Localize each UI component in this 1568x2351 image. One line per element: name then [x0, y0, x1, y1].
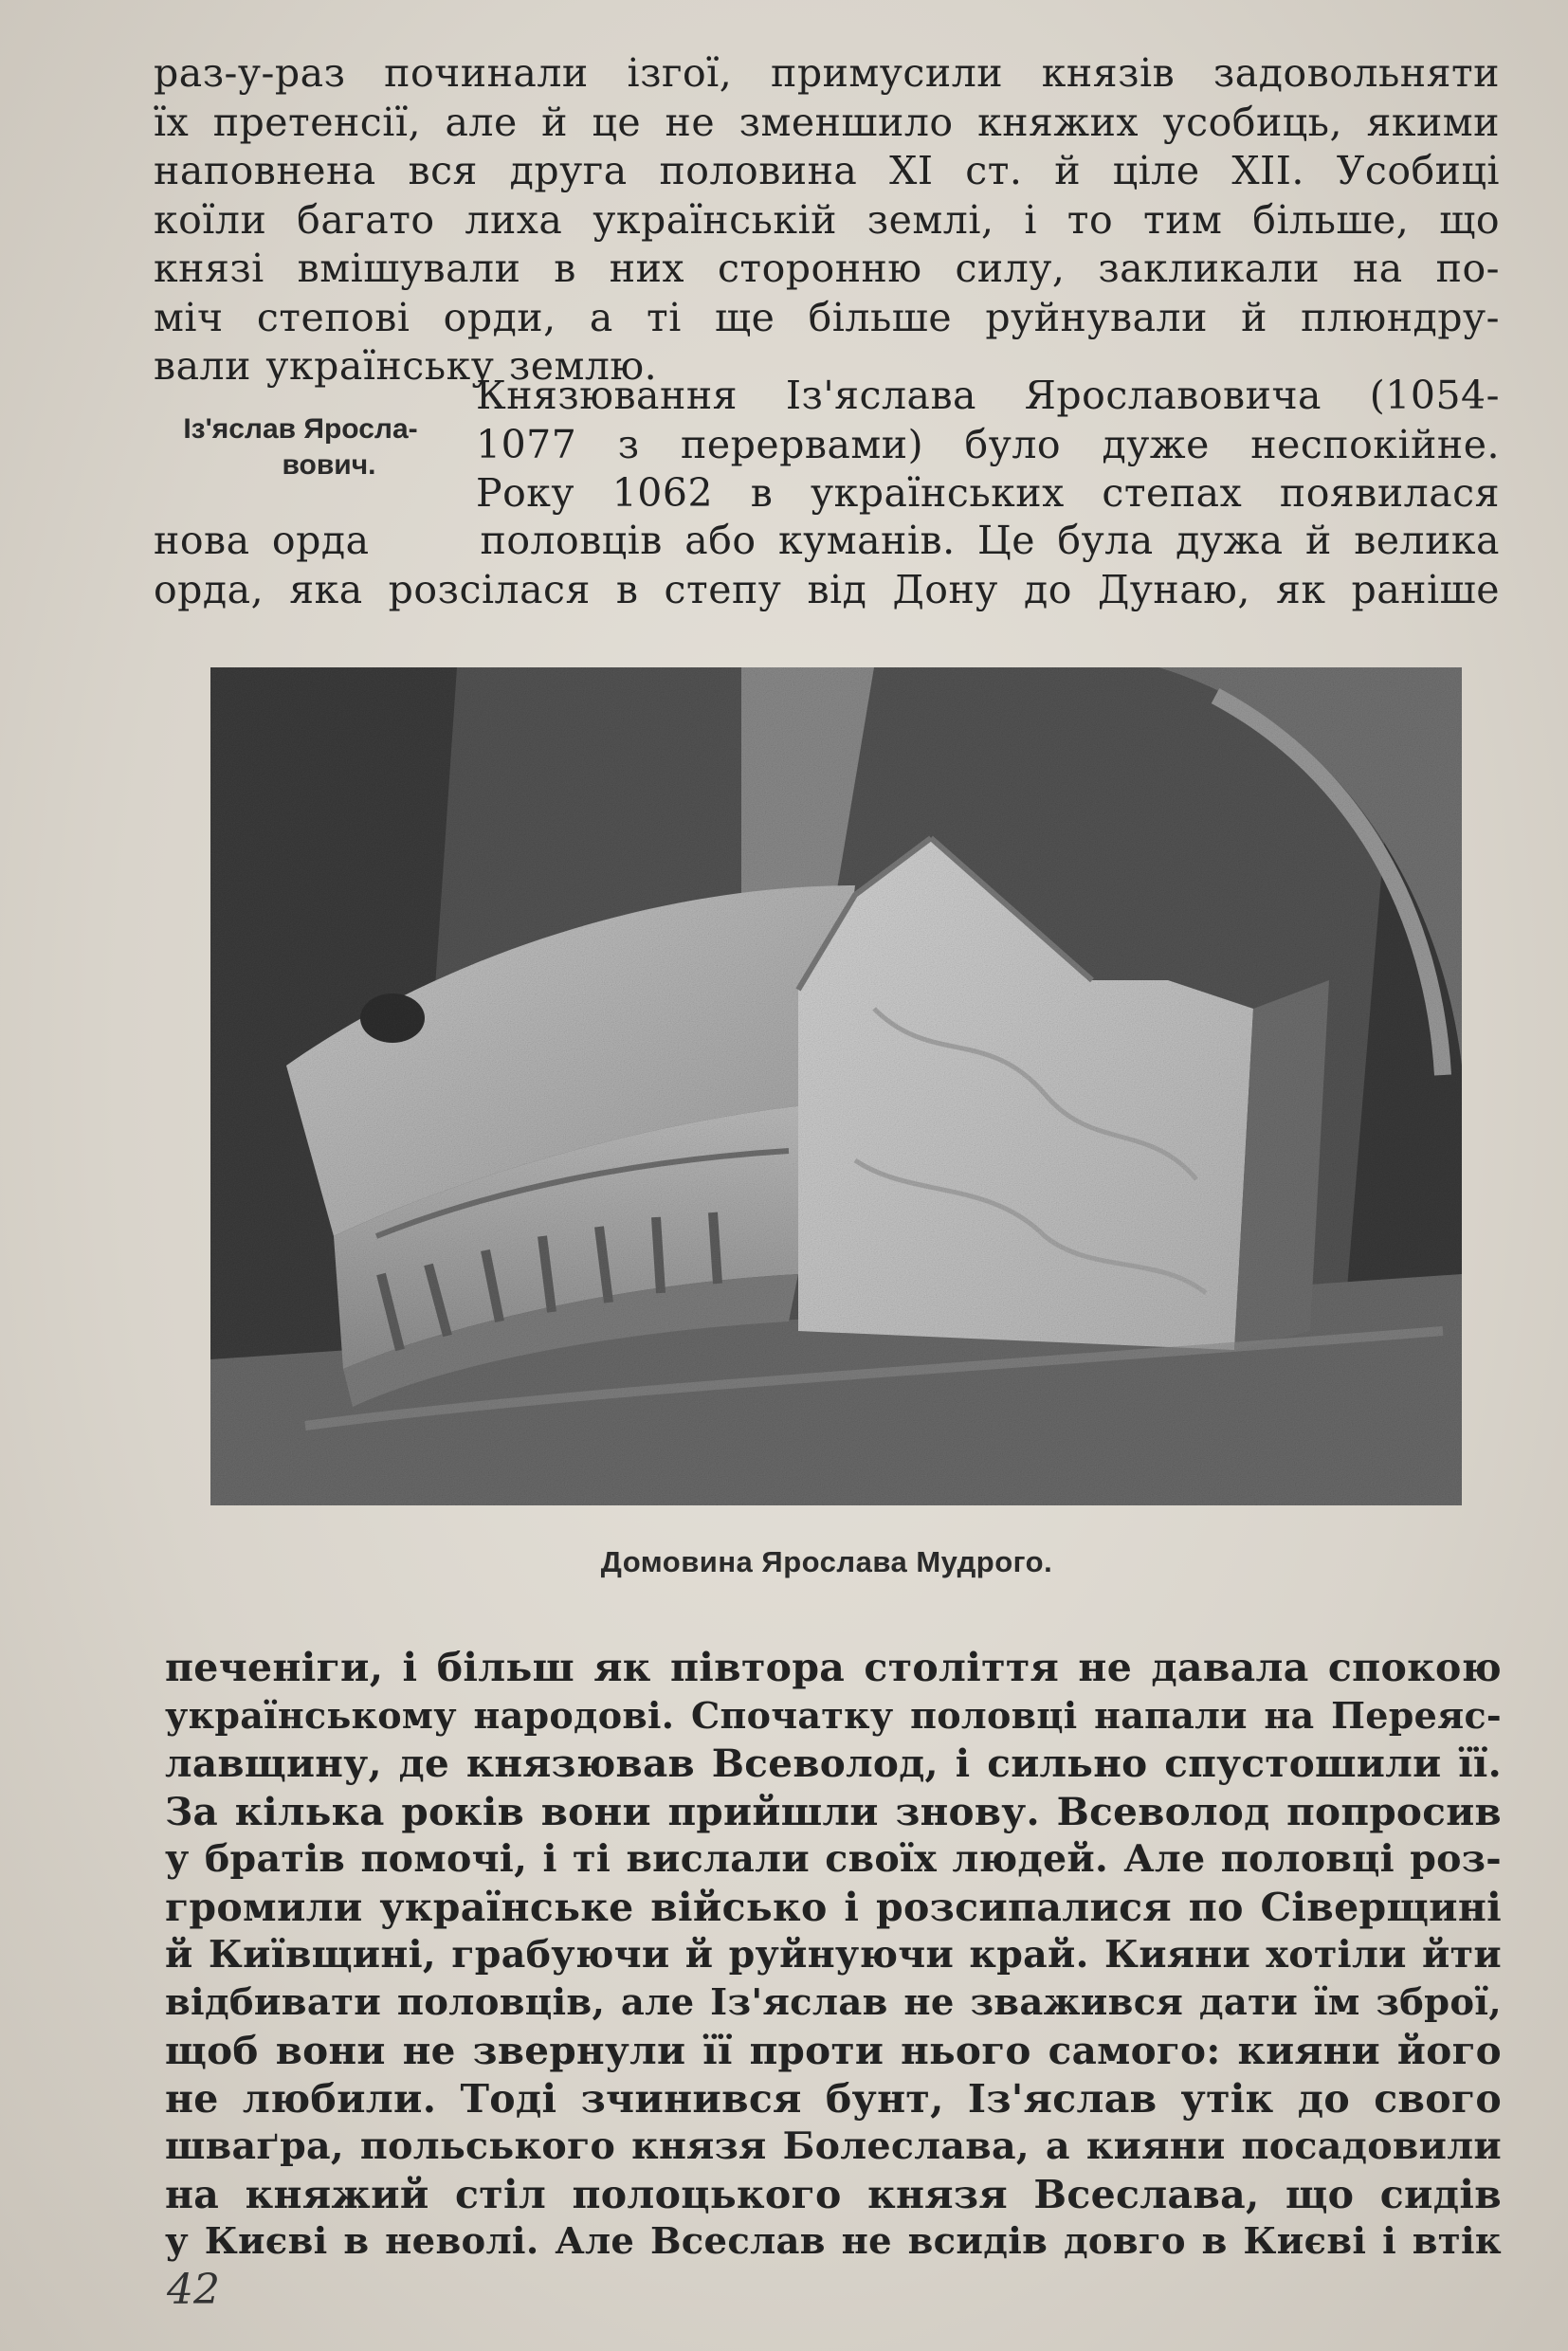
figure-caption: Домовина Ярослава Мудрого.: [600, 1545, 1053, 1578]
text-line: щоб вони не звернули її проти нього самого: кияни його: [165, 2028, 1502, 2073]
text-line: Князювання Із'яслава Ярославовича (1054-: [476, 373, 1500, 418]
top-paragraph: [154, 49, 1500, 392]
text-line: відбивати половців, але Із'яслав не зважився дати їм зброї,: [165, 1980, 1502, 2024]
text-line: українському народові. Спочатку половці напали на Переяс-: [165, 1693, 1502, 1737]
izyaslav-section: [154, 372, 1500, 612]
text-line: лавщину, де князював Всеволод, і сильно спустошили її.: [165, 1740, 1502, 1786]
text-line: їх претенсії, але й це не зменшило княжих усобиць, якими: [154, 99, 1500, 145]
sarcophagus-illustration: [210, 667, 1462, 1505]
page-number: 42: [167, 2266, 220, 2314]
text-line: Року 1062 в українських степах появилася: [476, 470, 1500, 516]
text-line: орда, яка розсілася в степу від Дону до Дунаю, як раніше: [154, 566, 1500, 612]
section-continued-text: [154, 517, 1500, 614]
text-line: наповнена вся друга половина XI ст. й ціле XII. Усобиці: [154, 148, 1500, 193]
text-line: у братів помочі, і ті вислали своїх людей. Але половці роз-: [165, 1837, 1502, 1881]
section-opening-text: [476, 372, 1500, 519]
text-line: не любили. Тоді зчинився бунт, Із'яслав утік до свого: [165, 2075, 1502, 2122]
bottom-paragraph: [165, 1644, 1502, 2267]
text-line: на княжий стіл полоцького князя Всеслава, що сидів: [165, 2171, 1502, 2217]
text-line: коїли багато лиха українській землі, і то тим більше, що: [154, 196, 1500, 243]
text-line: нова орда половців або куманів. Це була дужа й велика: [154, 518, 1500, 563]
text-line: вали українську землю.: [154, 343, 658, 389]
margin-heading-line: вович.: [282, 449, 376, 481]
text-line: князі вмішували в них сторонню силу, закликали на по-: [154, 246, 1500, 291]
margin-heading: [154, 411, 447, 483]
text-line: й Київщині, грабуючи й руйнуючи край. Кияни хотіли йти: [165, 1933, 1502, 1977]
text-line: 1077 з перервами) було дуже неспокійне.: [476, 421, 1500, 467]
text-line: шваґра, польського князя Болеслава, а кияни посадовили: [165, 2124, 1502, 2168]
text-line: у Києві в неволі. Але Всеслав не всидів довго в Києві і втік: [165, 2220, 1502, 2263]
text-line: міч степові орди, а ті ще більше руйнували й плюндру-: [154, 294, 1500, 340]
sarcophagus-photo: [210, 667, 1462, 1505]
margin-heading-line: Із'яслав Яросла-: [183, 413, 418, 445]
text-line: За кілька років вони прийшли знову. Всеволод попросив: [165, 1788, 1502, 1834]
text-line: печеніги, і більш як півтора століття не давала спокою: [165, 1645, 1502, 1690]
text-line: раз-у-раз починали ізгої, примусили князів задовольняти: [154, 50, 1500, 96]
text-line: громили українське військо і розсипалися по Сіверщині: [165, 1884, 1502, 1930]
